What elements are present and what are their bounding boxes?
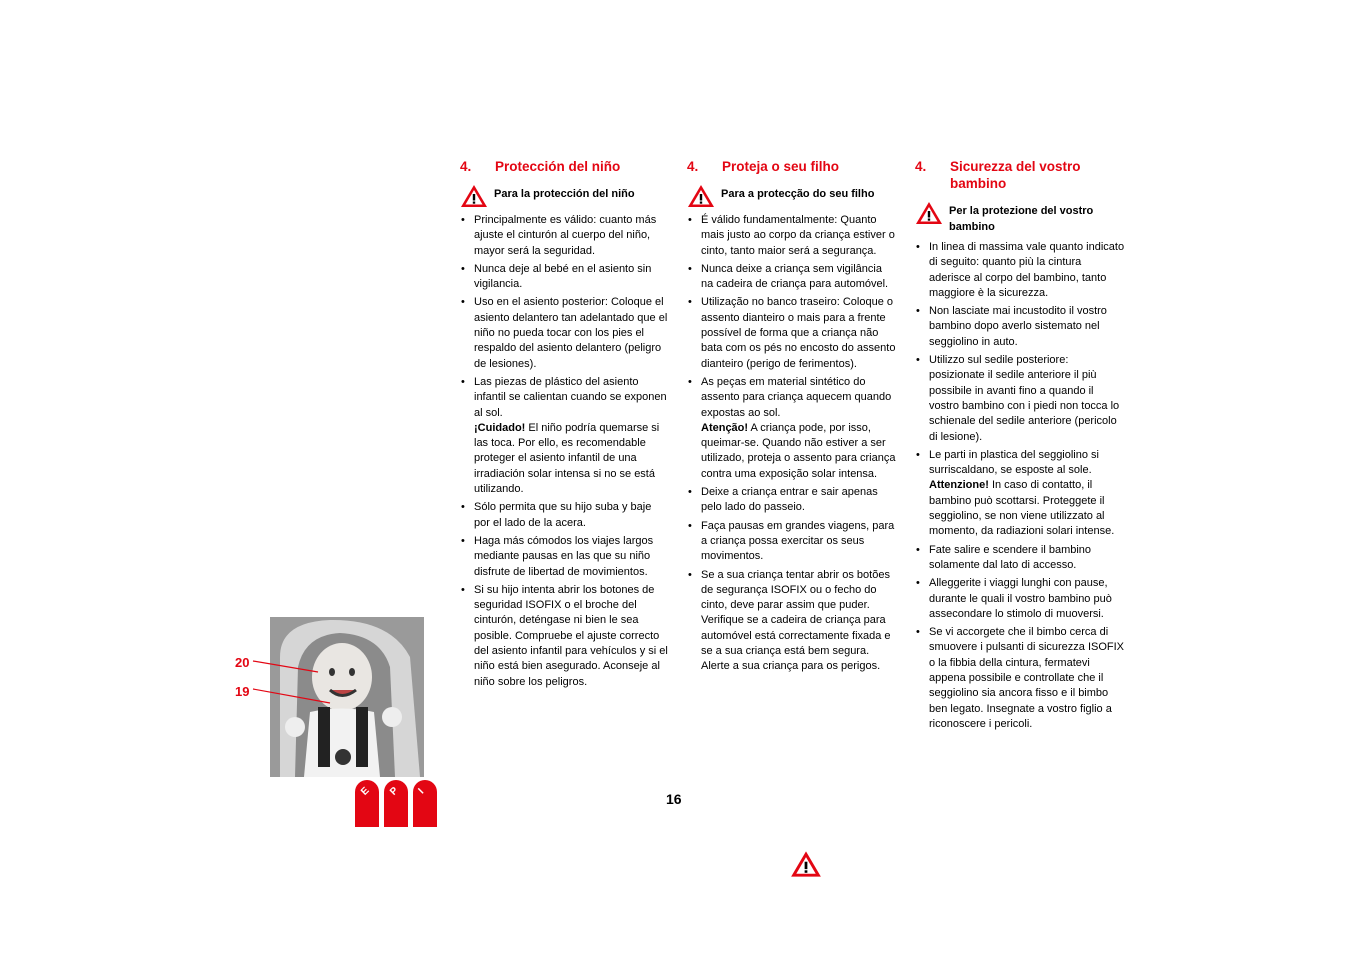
- warning-triangle-icon: [460, 184, 488, 208]
- list-item: • Fate salire e scendere il bambino solamente dal lato di accesso.: [915, 543, 1125, 574]
- column-italian: [915, 158, 1125, 735]
- list-item: • Sólo permita que su hijo suba y baje por el lado de la acera.: [460, 500, 670, 531]
- list-item-text: El niño podría quemarse si las toca. Por ello, es recomendable proteger el asiento infantil de una irradiación solar intensa si no se está utilizando.: [474, 421, 660, 496]
- tab-language-p[interactable]: [384, 780, 408, 827]
- list-item: • Se a sua criança tentar abrir os botões de segurança ISOFIX ou o fecho do cinto, deve parar assim que puder. Verifique se a cadeira de criança para automóvel está correctamente fixada e se a sua criança está bem segura. Alerte a sua criança para os perigos.: [687, 568, 897, 675]
- list-item: • Nunca deje al bebé en el asiento sin vigilancia.: [460, 262, 670, 293]
- tab-language-i[interactable]: [413, 780, 437, 827]
- list-item: • Si su hijo intenta abrir los botones de seguridad ISOFIX o el broche del cinturón, deténgase ni bien le sea posible. Compruebe el ajuste correcto del asiento infantil para vehículos y si el niño está bien asegurado. Aconseje al niño sobre los peligros.: [460, 583, 670, 690]
- list-item: • Haga más cómodos los viajes largos mediante pausas en las que su niño disfrute de libertad de movimientos.: [460, 534, 670, 580]
- list-item-text: A criança pode, por isso, queimar-se. Quando não estiver a ser utilizado, proteja o assento para criança contra uma exposição solar intensa.: [701, 421, 896, 480]
- list-item: • In linea di massima vale quanto indicato di seguito: quanto più la cintura aderisce al corpo del bambino, tanto maggiore è la sicurezza.: [915, 240, 1125, 301]
- list-item-text: Le parti in plastica del seggiolino si surriscaldano, se esposte al sole.: [929, 448, 1099, 477]
- warning-row: [915, 201, 1125, 235]
- caution-label: Attenzione!: [929, 479, 989, 492]
- list-item-text: In caso di contatto, il bambino può scottarsi. Proteggete il seggiolino, se non viene utilizzato al momento, da radiazioni solari intense.: [929, 479, 1115, 538]
- list-item: • Faça pausas em grandes viagens, para a criança possa exercitar os seus movimentos.: [687, 519, 897, 565]
- list-item: • Alleggerite i viaggi lunghi con pause, durante le quali il vostro bambino può assecondare lo stimolo di muoversi.: [915, 576, 1125, 622]
- warning-label: Per la protezione del vostro bambino: [949, 205, 1094, 233]
- caution-label: ¡Cuidado!: [474, 421, 526, 434]
- heading-number: 4.: [460, 159, 472, 174]
- list-item: • Utilizzo sul sedile posteriore: posizionate il sedile anteriore il più possibile in avanti fino a quando il vostro bambino con i piedi non tocca lo schienale del sedile anteriore (pericolo di lesione).: [915, 353, 1125, 445]
- heading-text: Proteja o seu filho: [722, 159, 840, 174]
- section-heading: [687, 158, 897, 175]
- section-heading: [460, 158, 670, 175]
- list-item: • Uso en el asiento posterior: Coloque el asiento delantero tan adelantado que el niño no pueda tocar con los pies el respaldo del asiento delantero (peligro de lesiones).: [460, 295, 670, 371]
- bullet-list: [460, 213, 670, 690]
- list-item: • É válido fundamentalmente: Quanto mais justo ao corpo da criança estiver o cinto, tanto maior será a segurança.: [687, 213, 897, 259]
- list-item: • Non lasciate mai incustodito il vostro bambino dopo averlo sistemato nel seggiolino in auto.: [915, 304, 1125, 350]
- list-item: [460, 375, 670, 497]
- column-portuguese: [687, 158, 897, 678]
- list-item: • Nunca deixe a criança sem vigilância na cadeira de criança para automóvel.: [687, 262, 897, 293]
- child-seat-photo: [270, 617, 424, 777]
- tab-label: P: [388, 785, 401, 798]
- list-item: • Utilização no banco traseiro: Coloque o assento dianteiro o mais para a frente possível de forma que a criança não bata com os pés no encosto do assento dianteiro (perigo de ferimentos).: [687, 295, 897, 371]
- tab-label: E: [359, 785, 372, 798]
- tab-language-e[interactable]: [355, 780, 379, 827]
- section-heading: [915, 158, 1125, 192]
- list-item-text: Las piezas de plástico del asiento infantil se calientan cuando se exponen al sol.: [474, 375, 667, 419]
- list-item: [915, 448, 1125, 540]
- heading-number: 4.: [687, 159, 699, 174]
- page-number: 16: [666, 791, 682, 807]
- warning-label: Para a protecção do seu filho: [721, 188, 875, 200]
- language-tabs: [355, 780, 437, 827]
- list-item: • Principalmente es válido: cuanto más ajuste el cinturón al cuerpo del niño, mayor será la seguridad.: [460, 213, 670, 259]
- column-spanish: [460, 158, 670, 693]
- list-item-text: As peças em material sintético do assento para criança aquecem quando expostas ao sol.: [701, 375, 892, 419]
- list-item: • Deixe a criança entrar e sair apenas pelo lado do passeio.: [687, 485, 897, 516]
- warning-triangle-icon: [790, 850, 822, 878]
- list-item: • Se vi accorgete che il bimbo cerca di smuovere i pulsanti di sicurezza ISOFIX o la fibbia della cintura, fermatevi appena possibile e controllate che il seggiolino sia ancora fisso e il bimbo ben legato. Insegnate a vostro figlio a riconoscere i pericoli.: [915, 625, 1125, 732]
- warning-triangle-icon: [915, 201, 943, 225]
- bullet-list: [915, 240, 1125, 732]
- warning-row: [460, 184, 670, 208]
- list-item: [687, 375, 897, 482]
- tab-label: I: [416, 786, 427, 797]
- bullet-list: [687, 213, 897, 675]
- heading-text: Sicurezza del vostro bambino: [950, 159, 1081, 191]
- warning-triangle-icon: [687, 184, 715, 208]
- warning-label: Para la protección del niño: [494, 188, 635, 200]
- child-seat-illustration: [270, 617, 424, 777]
- heading-text: Protección del niño: [495, 159, 621, 174]
- callout-19: 19: [235, 684, 250, 699]
- callout-20: 20: [235, 655, 250, 670]
- warning-row: [687, 184, 897, 208]
- heading-number: 4.: [915, 159, 927, 174]
- caution-label: Atenção!: [701, 421, 749, 434]
